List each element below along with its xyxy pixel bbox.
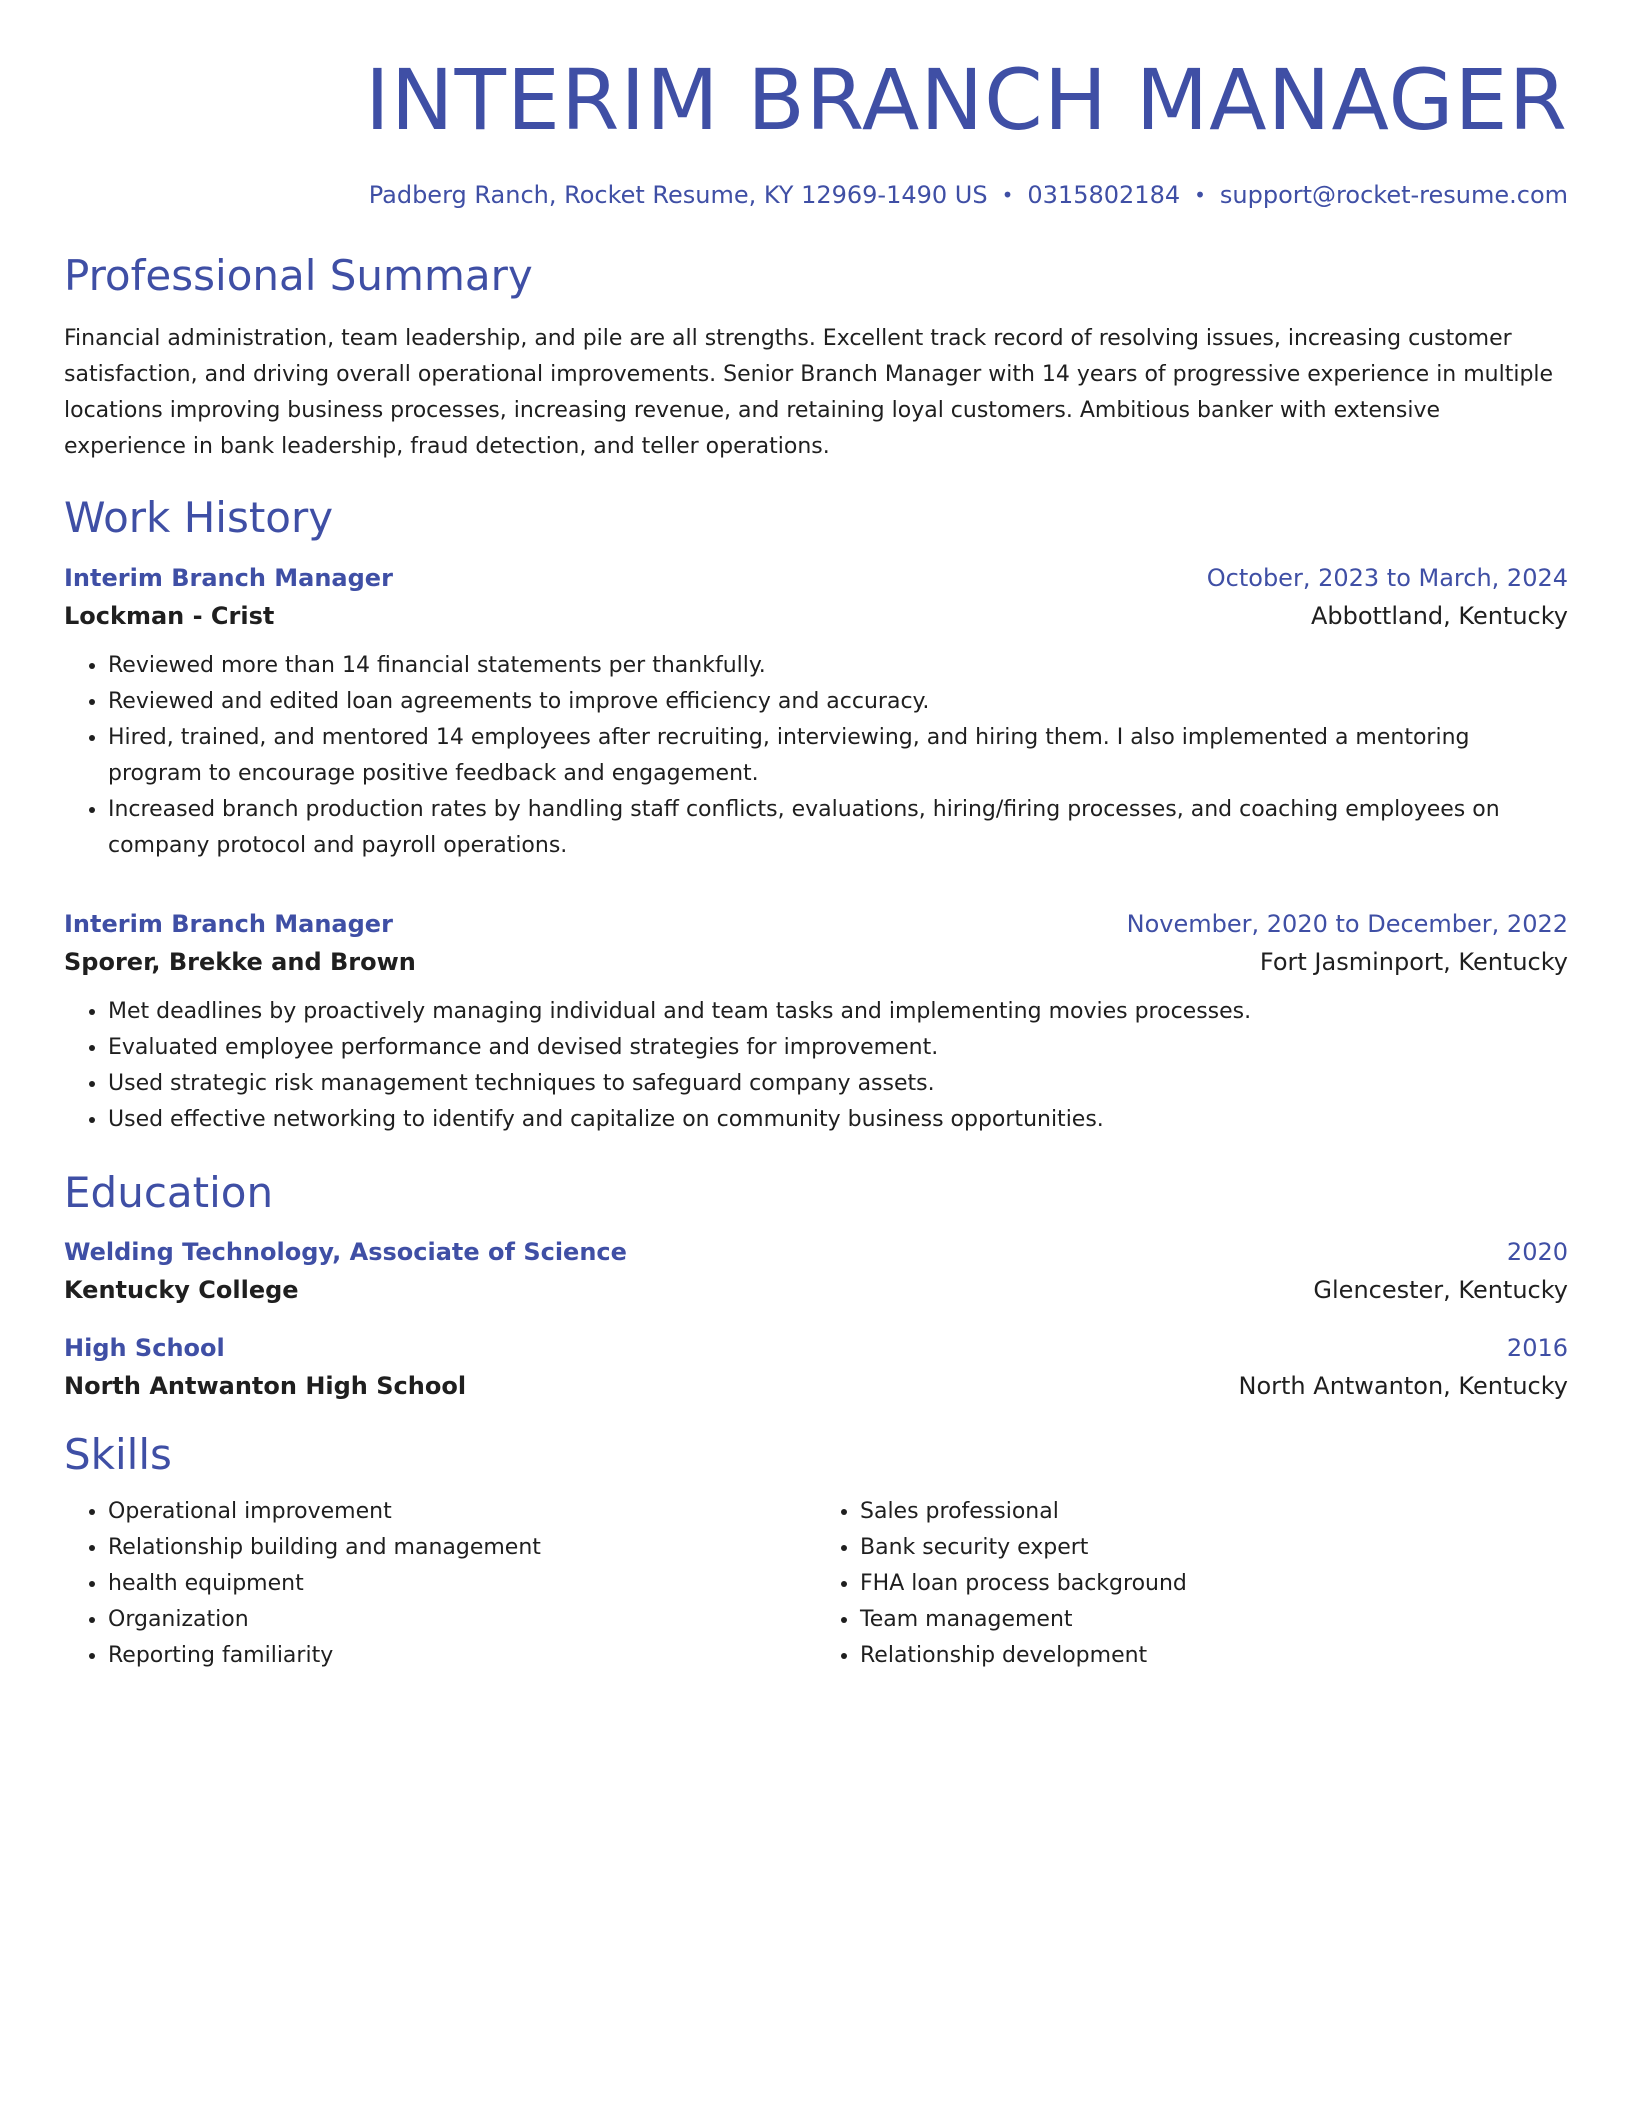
- skill-item: • Bank security expert: [860, 1530, 1568, 1566]
- education-year: 2020: [1506, 1237, 1568, 1266]
- education-school: Kentucky College: [64, 1275, 299, 1304]
- job-bullet: • Increased branch production rates by handling staff conflicts, evaluations, hiring/firing processes, and coaching employees on company protocol and payroll operations.: [108, 792, 1568, 864]
- job-bullet: • Reviewed more than 14 financial statements per thankfully.: [108, 648, 1568, 684]
- job-bullets: [64, 994, 1568, 1138]
- education-location: North Antwanton, Kentucky: [1238, 1371, 1568, 1400]
- job-entry: [64, 910, 1568, 1138]
- contact-separator: •: [1194, 182, 1206, 207]
- skills-heading: Skills: [64, 1429, 172, 1479]
- contact-line: [64, 181, 1568, 209]
- job-bullet: • Hired, trained, and mentored 14 employees after recruiting, interviewing, and hiring them. I also implemented a mentoring program to encourage positive feedback and engagement.: [108, 720, 1568, 792]
- contact-separator: •: [1001, 182, 1014, 207]
- job-bullet: • Evaluated employee performance and devised strategies for improvement.: [108, 1030, 1568, 1066]
- job-role: Interim Branch Manager: [64, 563, 393, 592]
- job-location: Fort Jasminport, Kentucky: [1259, 947, 1568, 976]
- skill-item: • Relationship building and management: [108, 1530, 816, 1566]
- job-dates: November, 2020 to December, 2022: [1126, 909, 1568, 938]
- job-bullets: [64, 648, 1568, 864]
- job-location: Abbottland, Kentucky: [1310, 601, 1568, 630]
- job-company: Sporer, Brekke and Brown: [64, 947, 416, 976]
- education-heading: Education: [64, 1167, 274, 1217]
- job-bullet: • Met deadlines by proactively managing individual and team tasks and implementing movies processes.: [108, 994, 1568, 1030]
- job-bullet: • Reviewed and edited loan agreements to improve efficiency and accuracy.: [108, 684, 1568, 720]
- summary-text: Financial administration, team leadership, and pile are all strengths. Excellent track record of resolving issues, increasing customer satisfaction, and driving overall operational improvements. Senior Branch Manager with 14 years of progressive experience in multiple locations improving business processes, increasing revenue, and retaining loyal customers. Ambitious banker with extensive experience in bank leadership, fraud detection, and teller operations.: [64, 326, 1554, 460]
- skill-item: • Relationship development: [860, 1638, 1568, 1674]
- job-bullet: • Used effective networking to identify and capitalize on community business opportunities.: [108, 1102, 1568, 1138]
- skill-item: • Reporting familiarity: [108, 1638, 816, 1674]
- skill-item: • Operational improvement: [108, 1494, 816, 1530]
- skill-item: • health equipment: [108, 1566, 816, 1602]
- summary-heading: Professional Summary: [64, 250, 533, 300]
- contact-address: Padberg Ranch, Rocket Resume, KY 12969-1490 US: [368, 180, 988, 209]
- education-degree: Welding Technology, Associate of Science: [64, 1237, 627, 1266]
- job-dates: October, 2023 to March, 2024: [1206, 563, 1568, 592]
- skills-grid: [64, 1494, 1568, 1674]
- job-company: Lockman - Crist: [64, 601, 275, 630]
- job-entry: [64, 564, 1568, 864]
- job-role: Interim Branch Manager: [64, 909, 393, 938]
- education-degree: High School: [64, 1333, 225, 1362]
- education-school: North Antwanton High School: [64, 1371, 467, 1400]
- resume-header: [64, 50, 1568, 209]
- work-history-heading: Work History: [64, 493, 334, 543]
- skill-item: • Organization: [108, 1602, 816, 1638]
- contact-email: support@rocket-resume.com: [1219, 180, 1568, 209]
- skill-item: • Sales professional: [860, 1494, 1568, 1530]
- skills-list-left: [64, 1494, 816, 1674]
- skill-item: • FHA loan process background: [860, 1566, 1568, 1602]
- education-entry: [64, 1238, 1568, 1304]
- contact-phone: 0315802184: [1027, 180, 1181, 209]
- job-bullet: • Used strategic risk management techniques to safeguard company assets.: [108, 1066, 1568, 1102]
- education-year: 2016: [1506, 1333, 1568, 1362]
- education-location: Glencester, Kentucky: [1313, 1275, 1568, 1304]
- education-entry: [64, 1334, 1568, 1400]
- skill-item: • Team management: [860, 1602, 1568, 1638]
- skills-list-right: [816, 1494, 1568, 1674]
- resume-title: INTERIM BRANCH MANAGER: [364, 51, 1568, 149]
